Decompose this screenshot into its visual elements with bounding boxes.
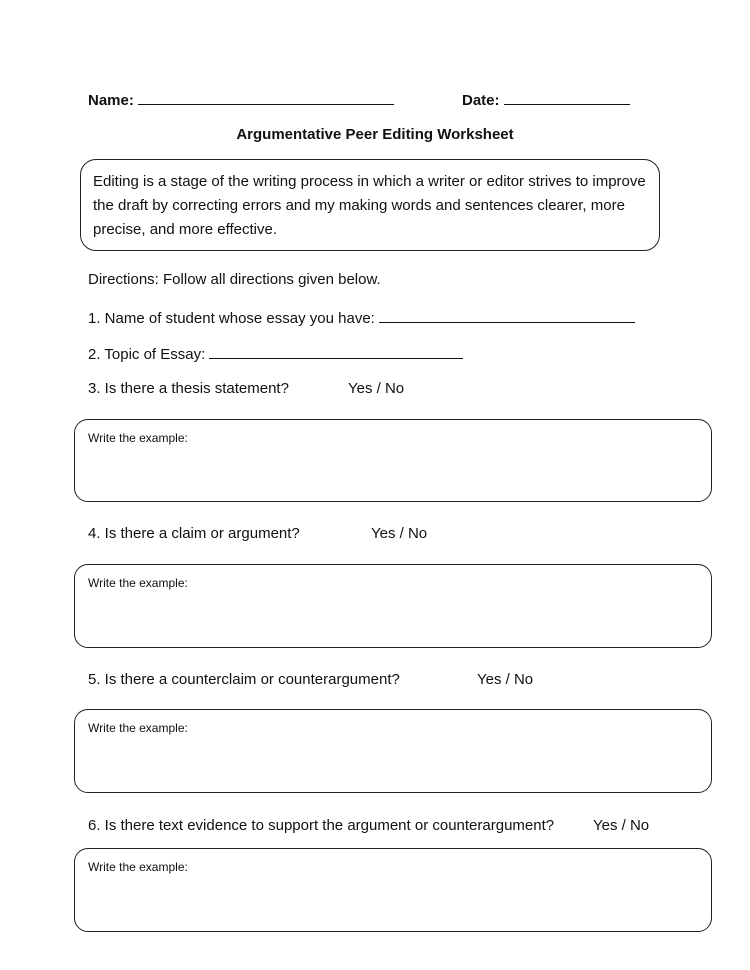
answer-box-4[interactable] bbox=[74, 564, 712, 648]
name-row bbox=[88, 90, 394, 110]
answer-box-3[interactable] bbox=[74, 419, 712, 502]
student-name-field[interactable] bbox=[379, 308, 635, 323]
directions-text: Directions: Follow all directions given below. bbox=[88, 271, 381, 288]
question-3: 3. Is there a thesis statement? bbox=[88, 380, 289, 397]
answer-box-5[interactable] bbox=[74, 709, 712, 793]
question-1-text: 1. Name of student whose essay you have: bbox=[88, 310, 375, 327]
question-5: 5. Is there a counterclaim or counterargument? bbox=[88, 671, 400, 688]
date-row bbox=[462, 90, 630, 110]
answer-box-label: Write the example: bbox=[88, 721, 188, 735]
question-6: 6. Is there text evidence to support the argument or counterargument? bbox=[88, 817, 555, 834]
essay-topic-field[interactable] bbox=[209, 344, 463, 359]
answer-box-label: Write the example: bbox=[88, 576, 188, 590]
question-3-yes-no[interactable]: Yes / No bbox=[348, 380, 405, 397]
question-1 bbox=[88, 308, 635, 328]
answer-box-6[interactable] bbox=[74, 848, 712, 932]
intro-box: Editing is a stage of the writing process in which a writer or editor strives to improve the draft by correcting errors and my making words and sentences clearer, more precise, and more effective. bbox=[80, 159, 660, 251]
name-label: Name: bbox=[88, 92, 134, 109]
answer-box-label: Write the example: bbox=[88, 431, 188, 445]
date-label: Date: bbox=[462, 92, 500, 109]
question-2-text: 2. Topic of Essay: bbox=[88, 346, 206, 363]
question-5-yes-no[interactable]: Yes / No bbox=[477, 671, 534, 688]
question-6-yes-no[interactable]: Yes / No bbox=[593, 817, 650, 834]
name-field[interactable] bbox=[138, 90, 394, 105]
answer-box-label: Write the example: bbox=[88, 860, 188, 874]
date-field[interactable] bbox=[504, 90, 630, 105]
page-title: Argumentative Peer Editing Worksheet bbox=[236, 126, 514, 143]
question-4: 4. Is there a claim or argument? bbox=[88, 525, 300, 542]
question-2 bbox=[88, 344, 463, 364]
question-4-yes-no[interactable]: Yes / No bbox=[371, 525, 428, 542]
